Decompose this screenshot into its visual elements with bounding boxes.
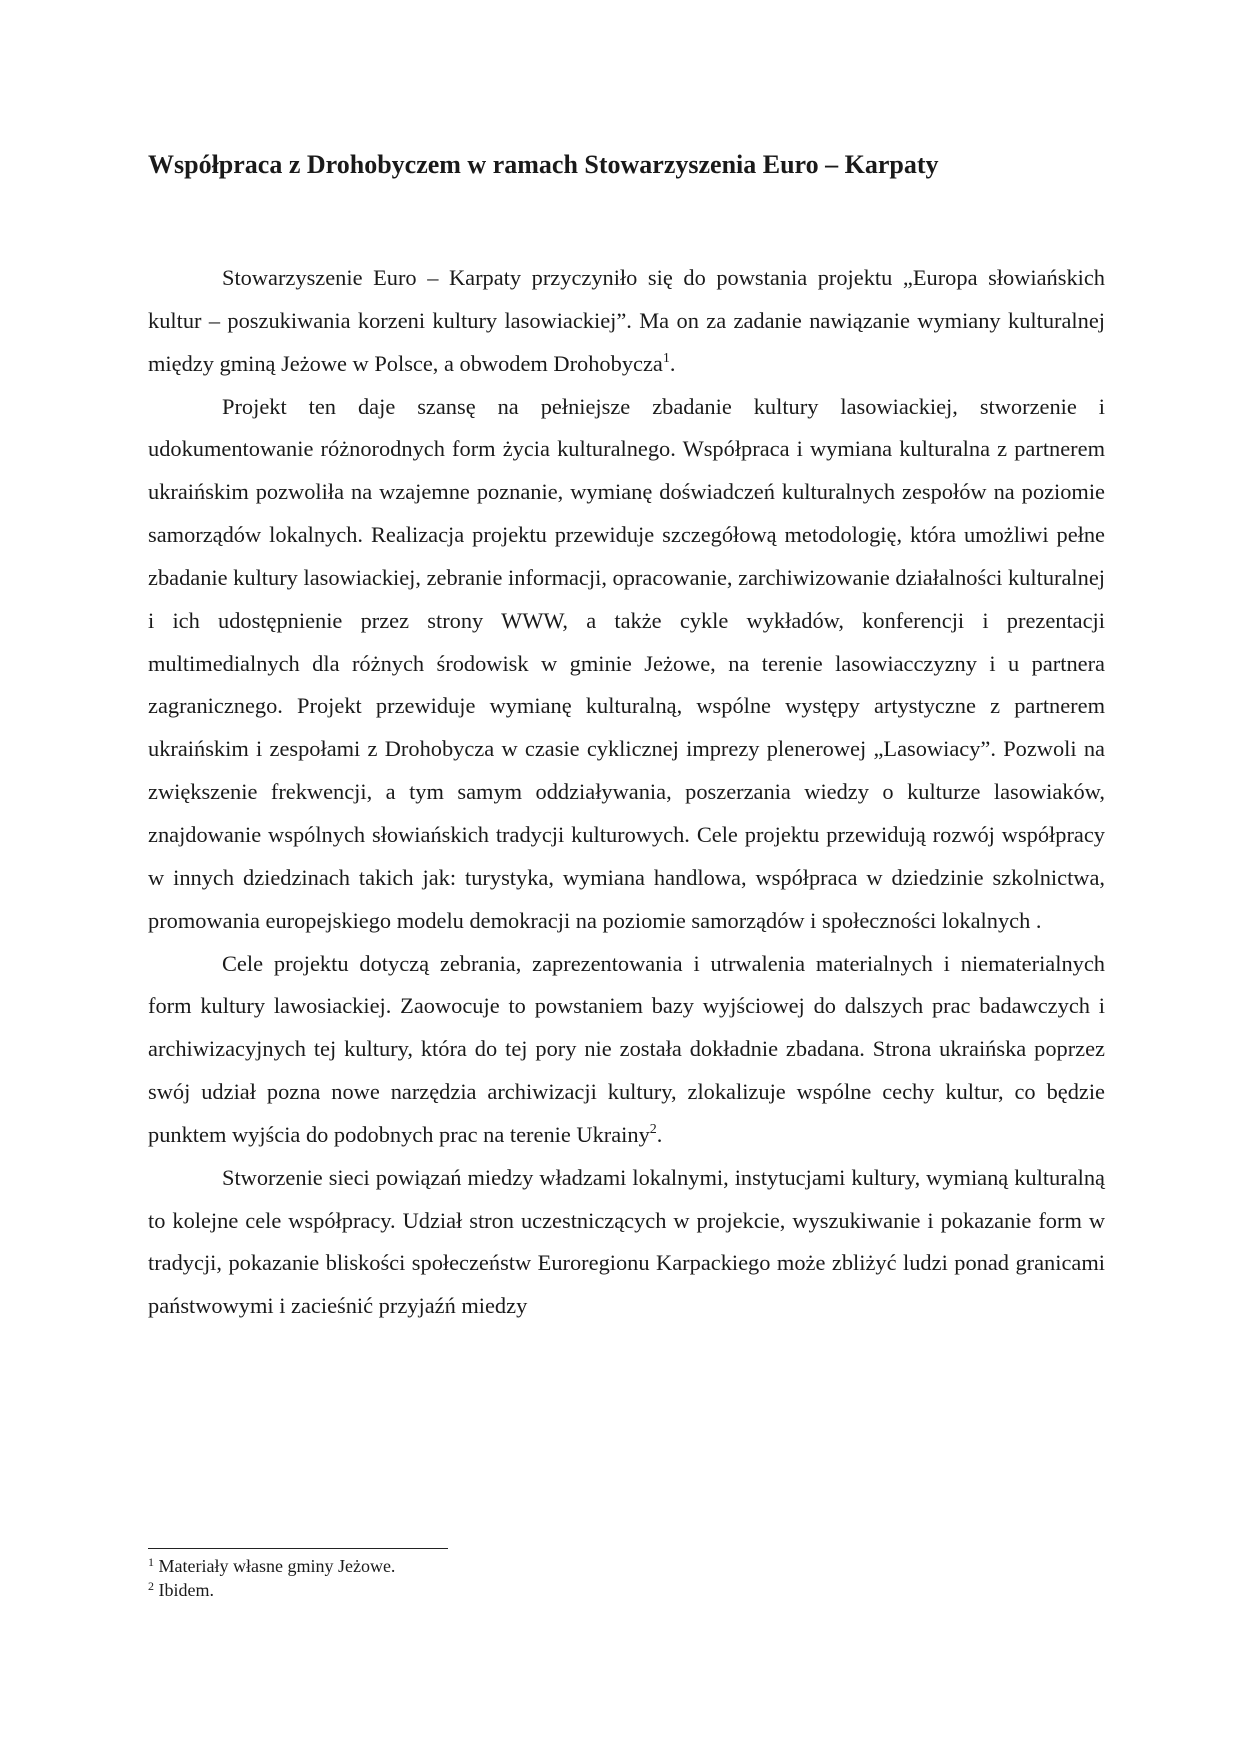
paragraph-2-text: Projekt ten daje szansę na pełniejsze zbadanie kultury lasowiackiej, stworzenie i udokumentowanie różnorodnych form życia kulturalnego. Współpraca i wymiana kulturalna z partnerem ukraińskim pozwoliła na wzajemne poznanie, wymianę doświadczeń kulturalnych zespołów na poziomie samorządów lokalnych. Realizacja projektu przewiduje szczegółową metodologię, która umożliwi pełne zbadanie kultury lasowiackiej, zebranie informacji, opracowanie, zarchiwizowanie działalności kulturalnej i ich udostępnienie przez strony WWW, a także cykle wykładów, konferencji i prezentacji multimedialnych dla różnych środowisk w gminie Jeżowe, na terenie lasowiacczyzny i u partnera zagranicznego. Projekt przewiduje wymianę kulturalną, wspólne występy artystyczne z partnerem ukraińskim i zespołami z Drohobycza w czasie cyklicznej imprezy plenerowej „Lasowiacy”. Pozwoli na zwiększenie frekwencji, a tym samym oddziaływania, poszerzania wiedzy o kulturze lasowiaków, znajdowanie wspólnych słowiańskich tradycji kulturowych. Cele projektu przewidują rozwój współpracy w innych dziedzinach takich jak: turystyka, wymiana handlowa, współpraca w dziedzinie szkolnictwa, promowania europejskiego modelu demokracji na poziomie samorządów i społeczności lokalnych . — [148, 393, 1105, 933]
paragraph-3-tail: . — [656, 1121, 663, 1147]
paragraph-1-tail: . — [669, 350, 676, 376]
paragraph-2 — [148, 386, 1105, 943]
footnote-divider — [148, 1548, 448, 1549]
document-title: Współpraca z Drohobyczem w ramach Stowarzyszenia Euro – Karpaty — [148, 150, 939, 179]
footnote-ref-1: 1 — [662, 350, 670, 366]
footnote-2 — [148, 1578, 848, 1602]
footnote-1 — [148, 1554, 848, 1578]
paragraph-4 — [148, 1157, 1105, 1328]
footnote-1-number: 1 — [148, 1555, 154, 1569]
paragraph-1 — [148, 257, 1105, 386]
footnotes — [148, 1554, 848, 1602]
paragraph-4-text: Stworzenie sieci powiązań miedzy władzami lokalnymi, instytucjami kultury, wymianą kulturalną to kolejne cele współpracy. Udział stron uczestniczących w projekcie, wyszukiwanie i pokazanie form w tradycji, pokazanie bliskości społeczeństw Euroregionu Karpackiego może zbliżyć ludzi ponad granicami państwowymi i zacieśnić przyjaźń miedzy — [148, 1164, 1105, 1319]
paragraph-1-text: Stowarzyszenie Euro – Karpaty przyczyniło się do powstania projektu „Europa słowiańskich kultur – poszukiwania korzeni kultury lasowiackiej”. Ma on za zadanie nawiązanie wymiany kulturalnej między gminą Jeżowe w Polsce, a obwodem Drohobycza — [148, 265, 1105, 376]
body-text — [148, 257, 1105, 1328]
paragraph-3-text: Cele projektu dotyczą zebrania, zaprezentowania i utrwalenia materialnych i niematerialnych form kultury lawosiackiej. Zaowocuje to powstaniem bazy wyjściowej do dalszych prac badawczych i archiwizacyjnych tej kultury, która do tej pory nie została dokładnie zbadana. Strona ukraińska poprzez swój udział pozna nowe narzędzia archiwizacji kultury, zlokalizuje wspólne cechy kultur, co będzie punktem wyjścia do podobnych prac na terenie Ukrainy — [148, 950, 1105, 1147]
footnote-1-text: Materiały własne gminy Jeżowe. — [158, 1556, 396, 1576]
footnote-ref-2: 2 — [649, 1121, 657, 1137]
paragraph-3 — [148, 943, 1105, 1157]
footnote-2-number: 2 — [148, 1579, 154, 1593]
footnote-2-text: Ibidem. — [158, 1580, 214, 1600]
